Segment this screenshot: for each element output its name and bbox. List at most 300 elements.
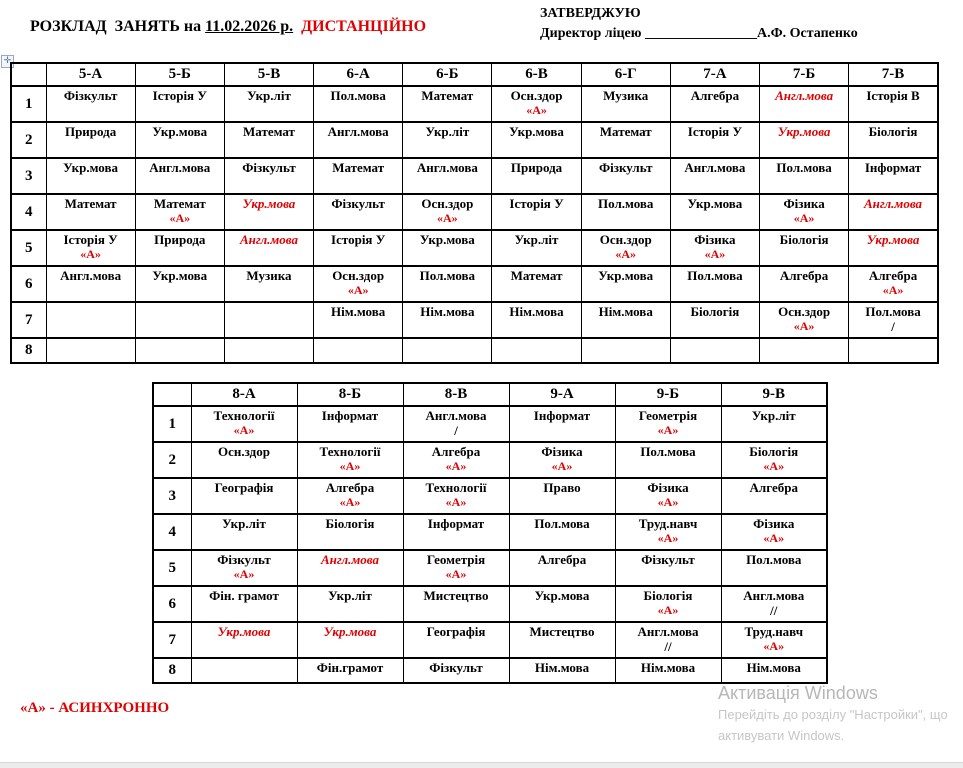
async-mark: «А» [704,247,726,262]
schedule-cell [135,122,224,158]
schedule-cell [403,122,492,158]
period-row [11,86,938,122]
async-mark: «А» [526,103,547,118]
schedule-cell [403,338,492,363]
schedule-cell [849,338,938,363]
schedule-cell [492,230,581,266]
subject-name: Нім.мова [640,660,696,675]
subject-name: Математ [332,160,385,175]
period-row [11,230,938,266]
subject-name: Фізкульт [641,552,695,567]
subject-name: Алгебра [537,552,587,567]
schedule-cell [314,122,403,158]
schedule-cell [760,158,849,194]
subject-name: Природа [64,124,117,139]
director-name: А.Ф. Остапенко [756,26,858,41]
period-number: 8 [153,658,191,683]
schedule-cell [849,122,938,158]
schedule-cell [224,338,313,363]
period-number: 6 [11,266,46,302]
schedule-cell [615,622,721,658]
subject-name: Фізкульт [217,552,271,567]
schedule-cell [615,406,721,442]
schedule-cell [191,514,297,550]
subject-name: Англ.мова [327,124,389,139]
subject-name: Пол.мова [598,196,654,211]
subject-name: Історія У [331,232,386,247]
schedule-table-grades-5-7 [10,62,939,364]
schedule-cell [403,442,509,478]
schedule-cell [581,338,670,363]
schedule-cell [721,622,827,658]
subject-name: Пол.мова [746,552,802,567]
schedule-cell [670,86,759,122]
subject-name: Англ.мова [416,160,478,175]
schedule-cell [760,122,849,158]
corner-cell [11,63,46,86]
subject-name: Осн.здор [778,304,831,319]
subject-name: Біологія [868,124,918,139]
schedule-cell [509,442,615,478]
schedule-cell [191,550,297,586]
schedule-cell [581,230,670,266]
subject-name: Англ.мова [684,160,746,175]
schedule-cell [509,406,615,442]
schedule-cell [46,230,135,266]
period-row [11,266,938,302]
schedule-cell [403,550,509,586]
windows-activation-title: Активація Windows [718,683,878,703]
window-bottom-edge [0,762,963,768]
schedule-date: 11.02.2026 р. [205,18,294,35]
schedule-cell [849,230,938,266]
subject-name: Осн.здор [510,88,563,103]
subject-name: Укр.літ [328,588,372,603]
schedule-cell [224,230,313,266]
class-column-header: 8-А [191,383,297,406]
schedule-mode-label: ДИСТАНЦІЙНО [301,18,427,35]
schedule-cell [492,158,581,194]
async-mark: «А» [445,567,467,582]
schedule-cell [615,658,721,683]
schedule-cell [721,514,827,550]
async-mark: «А» [657,423,679,438]
schedule-cell [849,194,938,230]
schedule-cell [314,86,403,122]
subject-name: Фізика [541,444,583,459]
subject-name: Англ.мова [239,232,298,247]
subject-name: Біологія [643,588,693,603]
period-number: 5 [153,550,191,586]
async-mark: «А» [347,283,369,298]
subject-name: Алгебра [749,480,798,495]
subject-name: Математ [153,196,206,211]
period-row [11,338,938,363]
schedule-title-prefix: РОЗКЛАД ЗАНЯТЬ на [30,18,206,35]
subject-name: Англ.мова [637,624,699,639]
schedule-cell [191,478,297,514]
subject-name: Геометрія [426,552,486,567]
schedule-cell [403,86,492,122]
schedule-cell [760,338,849,363]
subject-name: Природа [510,160,563,175]
period-number: 5 [11,230,46,266]
async-mark: «А» [763,531,785,546]
schedule-cell [760,302,849,338]
subject-name: Географія [214,480,274,495]
schedule-cell [135,194,224,230]
subject-name: Англ.мова [149,160,211,175]
schedule-cell [849,266,938,302]
schedule-cell [403,514,509,550]
schedule-cell [403,266,492,302]
schedule-cell [615,478,721,514]
class-column-header: 9-В [721,383,827,406]
async-mark: «А» [657,531,679,546]
async-mark: «А» [339,459,361,474]
period-row [153,622,827,658]
async-mark: «А» [882,283,904,298]
schedule-cell [314,338,403,363]
subject-name: Англ.мова [864,196,923,211]
schedule-cell [509,550,615,586]
period-number: 1 [153,406,191,442]
subject-name: Право [543,480,581,495]
subject-name: Пол.мова [534,516,590,531]
subject-name: Фізкульт [242,160,296,175]
schedule-cell [46,122,135,158]
schedule-cell [721,586,827,622]
subject-name: Осн.здор [332,268,385,283]
subject-name: Нім.мова [534,660,590,675]
schedule-cell [849,158,938,194]
schedule-cell [46,158,135,194]
schedule-cell [492,266,581,302]
schedule-cell [760,266,849,302]
schedule-cell [760,86,849,122]
schedule-cell [721,550,827,586]
schedule-cell [581,194,670,230]
subject-name: Укр.мова [323,624,377,639]
schedule-cell [670,230,759,266]
subject-name: Алгебра [779,268,829,283]
schedule-cell [615,442,721,478]
period-number: 4 [11,194,46,230]
schedule-cell [297,622,403,658]
async-mark: «А» [233,423,255,438]
schedule-cell [403,478,509,514]
subject-name: Укр.мова [866,232,920,247]
period-number: 3 [11,158,46,194]
schedule-cell [135,338,224,363]
class-column-header: 7-Б [760,63,849,86]
subject-name: Фізика [647,480,689,495]
subject-name: Музика [603,88,649,103]
subject-name: Фізкульт [598,160,653,175]
schedule-cell [314,266,403,302]
subject-name: Англ.мова [743,588,805,603]
subject-name: Технології [319,444,381,459]
schedule-cell [224,302,313,338]
async-mark: «А» [551,459,573,474]
schedule-cell [403,230,492,266]
subject-name: Укр.літ [222,516,266,531]
period-number: 7 [153,622,191,658]
corner-cell [153,383,191,406]
subject-name: Історія У [152,88,207,103]
schedule-cell [581,266,670,302]
subject-name: Природа [154,232,206,247]
subject-name: Інформат [427,516,485,531]
async-mark: «А» [339,495,361,510]
period-number: 6 [153,586,191,622]
table-move-handle-icon[interactable]: ✛ [1,55,14,68]
group-split-note: // [770,603,778,619]
subject-name: Укр.мова [217,624,271,639]
period-number: 1 [11,86,46,122]
async-mark: «А» [615,247,637,262]
subject-name: Алгебра [690,88,740,103]
subject-name: Алгебра [431,444,481,459]
subject-name: Пол.мова [419,268,476,283]
period-number: 2 [11,122,46,158]
schedule-cell [297,514,403,550]
subject-name: Пол.мова [865,304,921,319]
director-signature-line [540,26,858,42]
schedule-cell [224,86,313,122]
async-mark: «А» [793,211,815,226]
subject-name: Укр.мова [598,268,654,283]
schedule-cell [403,302,492,338]
period-number: 2 [153,442,191,478]
async-mark: «А» [445,495,467,510]
subject-name: Укр.мова [509,124,564,139]
period-row [11,302,938,338]
subject-name: Укр.мова [242,196,296,211]
subject-name: Англ.мова [775,88,834,103]
signature-blank: ________________ [644,26,757,41]
subject-name: Алгебра [868,268,918,283]
class-column-header: 6-Б [403,63,492,86]
approve-label: ЗАТВЕРДЖУЮ [540,6,641,21]
schedule-cell [509,514,615,550]
subject-name: Укр.мова [152,124,208,139]
subject-name: Укр.мова [152,268,208,283]
schedule-cell [670,122,759,158]
schedule-cell [297,442,403,478]
schedule-cell [509,586,615,622]
schedule-cell [46,266,135,302]
subject-name: Фізика [783,196,825,211]
subject-name: Пол.мова [687,268,743,283]
subject-name: Нім.мова [598,304,653,319]
period-number: 4 [153,514,191,550]
schedule-cell [135,158,224,194]
subject-name: Нім.мова [509,304,564,319]
subject-name: Інформат [864,160,922,175]
schedule-cell [297,406,403,442]
schedule-cell [314,230,403,266]
schedule-cell [581,86,670,122]
class-column-header: 6-А [314,63,403,86]
schedule-cell [191,586,297,622]
subject-name: Біологія [779,232,829,247]
period-row [153,658,827,683]
schedule-cell [135,230,224,266]
period-row [153,514,827,550]
period-row [11,158,938,194]
subject-name: Укр.літ [751,408,796,423]
subject-name: Осн.здор [218,444,270,459]
schedule-cell [492,338,581,363]
director-label: Директор ліцею [540,26,645,41]
schedule-cell [721,478,827,514]
subject-name: Історія У [687,124,743,139]
async-mark: «А» [233,567,255,582]
group-split-note: / [454,423,458,439]
schedule-cell [403,622,509,658]
subject-name: Англ.мова [320,552,380,567]
class-column-header: 6-В [492,63,581,86]
class-column-header: 5-Б [135,63,224,86]
subject-name: Пол.мова [776,160,832,175]
subject-name: Укр.мова [777,124,831,139]
schedule-cell [721,406,827,442]
subject-name: Фін. грамот [209,588,279,603]
subject-name: Пол.мова [330,88,386,103]
schedule-title [30,18,426,36]
schedule-cell [670,266,759,302]
class-column-header: 7-А [670,63,759,86]
schedule-cell [615,550,721,586]
class-column-header: 6-Г [581,63,670,86]
schedule-cell [721,442,827,478]
schedule-cell [224,266,313,302]
schedule-cell [492,86,581,122]
schedule-cell [314,158,403,194]
schedule-cell [615,586,721,622]
subject-name: Нім.мова [746,660,801,675]
subject-name: Осн.здор [421,196,474,211]
schedule-cell [509,622,615,658]
period-row [153,586,827,622]
async-mark: «А» [763,459,785,474]
class-column-header: 7-В [849,63,938,86]
schedule-cell [46,302,135,338]
schedule-cell [492,122,581,158]
class-column-header: 8-Б [297,383,403,406]
schedule-cell [314,302,403,338]
subject-name: Фізкульт [63,88,118,103]
schedule-cell [670,338,759,363]
subject-name: Історія В [866,88,920,103]
schedule-cell [191,442,297,478]
schedule-cell [581,302,670,338]
schedule-cell [849,86,938,122]
group-split-note: // [664,639,672,655]
period-number: 8 [11,338,46,363]
schedule-cell [670,158,759,194]
schedule-cell [297,478,403,514]
schedule-cell [224,122,313,158]
subject-name: Укр.мова [534,588,590,603]
subject-name: Інформат [533,408,591,423]
schedule-cell [314,194,403,230]
subject-name: Біологія [749,444,799,459]
schedule-cell [581,158,670,194]
subject-name: Англ.мова [60,268,122,283]
schedule-cell [509,658,615,683]
schedule-cell [849,302,938,338]
schedule-cell [403,194,492,230]
schedule-cell [191,406,297,442]
schedule-cell [46,194,135,230]
period-row [11,194,938,230]
subject-name: Математ [421,88,474,103]
group-split-note: / [891,319,895,335]
period-number: 3 [153,478,191,514]
schedule-cell [403,406,509,442]
subject-name: Мистецтво [529,624,595,639]
subject-name: Мистецтво [423,588,489,603]
schedule-cell [297,550,403,586]
schedule-cell [670,302,759,338]
subject-name: Історія У [63,232,118,247]
windows-activation-text-2: активувати Windows. [718,728,845,743]
async-mark: «А» [793,319,815,334]
schedule-cell [721,658,827,683]
schedule-cell [509,478,615,514]
subject-name: Технології [213,408,275,423]
subject-name: Осн.здор [599,232,652,247]
class-column-header: 9-Б [615,383,721,406]
schedule-cell [581,122,670,158]
subject-name: Англ.мова [425,408,487,423]
schedule-cell [135,266,224,302]
period-row [153,550,827,586]
subject-name: Укр.мова [687,196,743,211]
subject-name: Нім.мова [331,304,386,319]
schedule-cell [135,302,224,338]
subject-name: Фізкульт [429,660,483,675]
subject-name: Музика [246,268,292,283]
windows-activation-text-1: Перейдіть до розділу "Настройки", що [718,707,948,722]
async-legend: «А» - АСИНХРОННО [20,700,170,716]
subject-name: Пол.мова [640,444,696,459]
async-mark: «А» [445,459,467,474]
subject-name: Біологія [325,516,375,531]
schedule-cell [670,194,759,230]
class-column-header: 9-А [509,383,615,406]
schedule-cell [224,194,313,230]
period-row [11,122,938,158]
subject-name: Інформат [321,408,379,423]
subject-name: Укр.літ [247,88,291,103]
subject-name: Біологія [690,304,740,319]
subject-name: Фін.грамот [316,660,384,675]
period-number: 7 [11,302,46,338]
subject-name: Труд.навч [744,624,804,639]
async-mark: «А» [80,247,101,262]
subject-name: Математ [510,268,563,283]
async-mark: «А» [657,495,679,510]
schedule-cell [492,302,581,338]
schedule-cell [403,158,492,194]
schedule-cell [403,586,509,622]
schedule-cell [46,86,135,122]
schedule-cell [297,586,403,622]
schedule-cell [615,514,721,550]
